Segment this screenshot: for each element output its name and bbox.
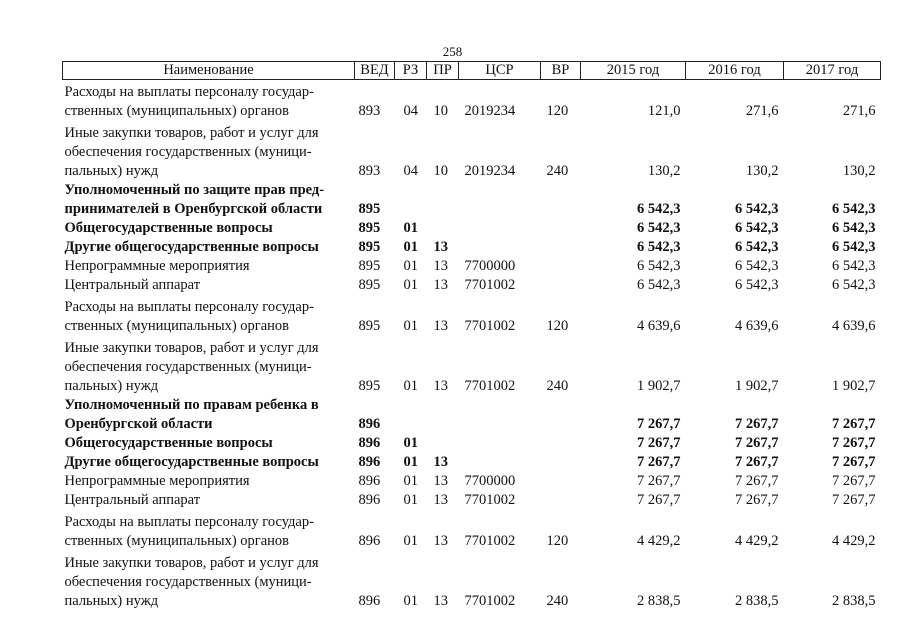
row-csr: 7701002	[464, 492, 516, 508]
row-value-2017: 6 542,3	[832, 201, 876, 217]
row-vr	[541, 434, 581, 453]
row-vr	[541, 276, 581, 295]
table-row	[63, 181, 881, 219]
row-pr	[427, 181, 459, 219]
row-rz: 01	[403, 258, 418, 274]
row-rz: 01	[403, 220, 418, 236]
header-2017: 2017 год	[784, 62, 881, 80]
row-vr	[541, 453, 581, 472]
row-name: Уполномоченный по правам ребенка в Оренбургской области	[64, 397, 319, 432]
row-csr	[459, 238, 541, 257]
row-ved: 895	[358, 239, 381, 255]
row-csr: 7701002	[464, 533, 516, 549]
row-pr: 13	[433, 277, 448, 293]
row-value-2016: 6 542,3	[735, 239, 779, 255]
row-value-2016: 2 838,5	[735, 593, 779, 609]
row-vr	[541, 219, 581, 238]
table-row	[63, 396, 881, 434]
row-value-2015: 7 267,7	[637, 473, 681, 489]
row-ved: 895	[358, 277, 381, 293]
row-value-2017: 6 542,3	[832, 239, 876, 255]
row-value-2017: 7 267,7	[832, 492, 876, 508]
row-csr: 7701002	[464, 593, 516, 609]
row-value-2017: 7 267,7	[832, 473, 876, 489]
row-pr: 13	[433, 318, 448, 334]
row-name: Другие общегосударственные вопросы	[64, 239, 319, 255]
row-value-2017: 6 542,3	[832, 220, 876, 236]
row-rz: 01	[403, 454, 418, 470]
row-pr: 13	[433, 593, 448, 609]
row-rz: 04	[403, 163, 418, 179]
row-value-2016: 1 902,7	[735, 378, 779, 394]
row-pr: 10	[433, 103, 448, 119]
row-vr	[541, 238, 581, 257]
row-vr: 240	[546, 163, 569, 179]
row-name: Непрограммные мероприятия	[64, 473, 250, 489]
row-rz: 04	[403, 103, 418, 119]
row-value-2016: 6 542,3	[735, 258, 779, 274]
row-name: Иные закупки товаров, работ и услуг для обеспечения государственных (муници- пальных) нужд	[64, 555, 319, 609]
row-csr: 7701002	[464, 277, 516, 293]
row-ved: 896	[358, 435, 381, 451]
row-ved: 895	[358, 378, 381, 394]
row-value-2016: 7 267,7	[735, 454, 779, 470]
row-value-2016: 7 267,7	[735, 435, 779, 451]
header-name: Наименование	[63, 62, 355, 80]
row-value-2015: 7 267,7	[637, 492, 681, 508]
row-ved: 893	[358, 103, 381, 119]
page-number: 258	[442, 44, 463, 59]
row-value-2015: 130,2	[647, 163, 681, 179]
row-value-2015: 121,0	[647, 103, 681, 119]
row-vr	[541, 396, 581, 434]
row-csr: 7701002	[464, 378, 516, 394]
row-value-2016: 7 267,7	[735, 416, 779, 432]
row-name: Иные закупки товаров, работ и услуг для обеспечения государственных (муници- пальных) нужд	[64, 340, 319, 394]
row-value-2017: 7 267,7	[832, 435, 876, 451]
row-rz: 01	[403, 318, 418, 334]
row-name: Иные закупки товаров, работ и услуг для обеспечения государственных (муници- пальных) нужд	[64, 125, 319, 179]
row-ved: 896	[358, 492, 381, 508]
row-value-2015: 2 838,5	[637, 593, 681, 609]
row-vr: 240	[546, 593, 569, 609]
row-value-2016: 4 639,6	[735, 318, 779, 334]
row-name: Общегосударственные вопросы	[64, 220, 273, 236]
row-value-2017: 2 838,5	[832, 593, 876, 609]
row-value-2016: 6 542,3	[735, 277, 779, 293]
row-name: Расходы на выплаты персоналу государ- ственных (муниципальных) органов	[64, 84, 314, 119]
row-vr	[541, 181, 581, 219]
row-pr: 13	[433, 239, 448, 255]
row-value-2017: 6 542,3	[832, 277, 876, 293]
header-csr: ЦСР	[459, 62, 541, 80]
row-value-2017: 6 542,3	[832, 258, 876, 274]
row-value-2017: 4 639,6	[832, 318, 876, 334]
table-row	[63, 257, 881, 276]
table-row	[63, 238, 881, 257]
row-csr	[459, 396, 541, 434]
row-pr: 13	[433, 533, 448, 549]
row-ved: 896	[358, 593, 381, 609]
row-value-2017: 130,2	[842, 163, 876, 179]
row-pr: 10	[433, 163, 448, 179]
row-pr: 13	[433, 258, 448, 274]
row-value-2016: 130,2	[745, 163, 779, 179]
header-rz: РЗ	[395, 62, 427, 80]
row-pr	[427, 396, 459, 434]
table-row	[63, 510, 881, 551]
row-vr: 240	[546, 378, 569, 394]
row-value-2016: 7 267,7	[735, 492, 779, 508]
row-csr: 7700000	[464, 258, 516, 274]
header-pr: ПР	[427, 62, 459, 80]
row-value-2015: 7 267,7	[637, 454, 681, 470]
row-rz: 01	[403, 473, 418, 489]
row-name: Уполномоченный по защите прав пред- принимателей в Оренбургской области	[64, 182, 325, 217]
table-row	[63, 551, 881, 611]
row-vr	[541, 491, 581, 510]
row-name: Другие общегосударственные вопросы	[64, 454, 319, 470]
row-value-2017: 7 267,7	[832, 416, 876, 432]
table-row	[63, 276, 881, 295]
row-pr: 13	[433, 492, 448, 508]
row-rz: 01	[403, 239, 418, 255]
row-ved: 895	[358, 318, 381, 334]
table-row	[63, 434, 881, 453]
row-csr	[459, 434, 541, 453]
row-rz	[395, 396, 427, 434]
row-csr: 7701002	[464, 318, 516, 334]
table-row	[63, 80, 881, 122]
row-value-2015: 1 902,7	[637, 378, 681, 394]
table-row	[63, 491, 881, 510]
table-row	[63, 295, 881, 336]
row-value-2015: 6 542,3	[637, 220, 681, 236]
row-value-2015: 7 267,7	[637, 416, 681, 432]
row-value-2015: 7 267,7	[637, 435, 681, 451]
row-csr: 7700000	[464, 473, 516, 489]
table-row	[63, 336, 881, 396]
row-csr: 2019234	[464, 163, 516, 179]
row-rz: 01	[403, 533, 418, 549]
table-row	[63, 453, 881, 472]
row-value-2016: 6 542,3	[735, 201, 779, 217]
row-ved: 895	[358, 220, 381, 236]
row-value-2015: 4 639,6	[637, 318, 681, 334]
row-vr: 120	[546, 318, 569, 334]
header-2015: 2015 год	[581, 62, 686, 80]
row-rz: 01	[403, 435, 418, 451]
row-ved: 896	[358, 454, 381, 470]
row-value-2017: 7 267,7	[832, 454, 876, 470]
row-value-2015: 6 542,3	[637, 277, 681, 293]
row-pr	[427, 434, 459, 453]
table-row	[63, 121, 881, 181]
table-row	[63, 472, 881, 491]
row-value-2016: 271,6	[745, 103, 779, 119]
row-csr	[459, 181, 541, 219]
row-pr: 13	[433, 473, 448, 489]
row-name: Непрограммные мероприятия	[64, 258, 250, 274]
row-value-2015: 6 542,3	[637, 239, 681, 255]
row-value-2016: 6 542,3	[735, 220, 779, 236]
row-csr	[459, 219, 541, 238]
row-vr: 120	[546, 533, 569, 549]
row-name: Расходы на выплаты персоналу государ- ственных (муниципальных) органов	[64, 299, 314, 334]
budget-table	[62, 61, 881, 611]
row-rz: 01	[403, 492, 418, 508]
row-csr: 2019234	[464, 103, 516, 119]
row-ved: 895	[358, 201, 381, 217]
row-rz: 01	[403, 593, 418, 609]
row-value-2015: 4 429,2	[637, 533, 681, 549]
row-ved: 895	[358, 258, 381, 274]
row-value-2016: 4 429,2	[735, 533, 779, 549]
header-vr: ВР	[541, 62, 581, 80]
table-body	[63, 80, 881, 612]
row-name: Центральный аппарат	[64, 277, 201, 293]
row-value-2017: 271,6	[842, 103, 876, 119]
table-header-row	[63, 62, 881, 80]
row-pr: 13	[433, 378, 448, 394]
row-rz	[395, 181, 427, 219]
row-rz: 01	[403, 378, 418, 394]
row-vr	[541, 472, 581, 491]
row-value-2017: 4 429,2	[832, 533, 876, 549]
row-pr: 13	[433, 454, 448, 470]
row-pr	[427, 219, 459, 238]
row-value-2015: 6 542,3	[637, 201, 681, 217]
row-value-2016: 7 267,7	[735, 473, 779, 489]
row-ved: 896	[358, 416, 381, 432]
row-name: Общегосударственные вопросы	[64, 435, 273, 451]
table-row	[63, 219, 881, 238]
row-ved: 896	[358, 473, 381, 489]
row-ved: 893	[358, 163, 381, 179]
row-rz: 01	[403, 277, 418, 293]
row-value-2017: 1 902,7	[832, 378, 876, 394]
row-name: Центральный аппарат	[64, 492, 201, 508]
row-csr	[459, 453, 541, 472]
row-value-2015: 6 542,3	[637, 258, 681, 274]
header-ved: ВЕД	[355, 62, 395, 80]
row-vr: 120	[546, 103, 569, 119]
header-2016: 2016 год	[686, 62, 784, 80]
row-name: Расходы на выплаты персоналу государ- ственных (муниципальных) органов	[64, 514, 314, 549]
row-vr	[541, 257, 581, 276]
row-ved: 896	[358, 533, 381, 549]
